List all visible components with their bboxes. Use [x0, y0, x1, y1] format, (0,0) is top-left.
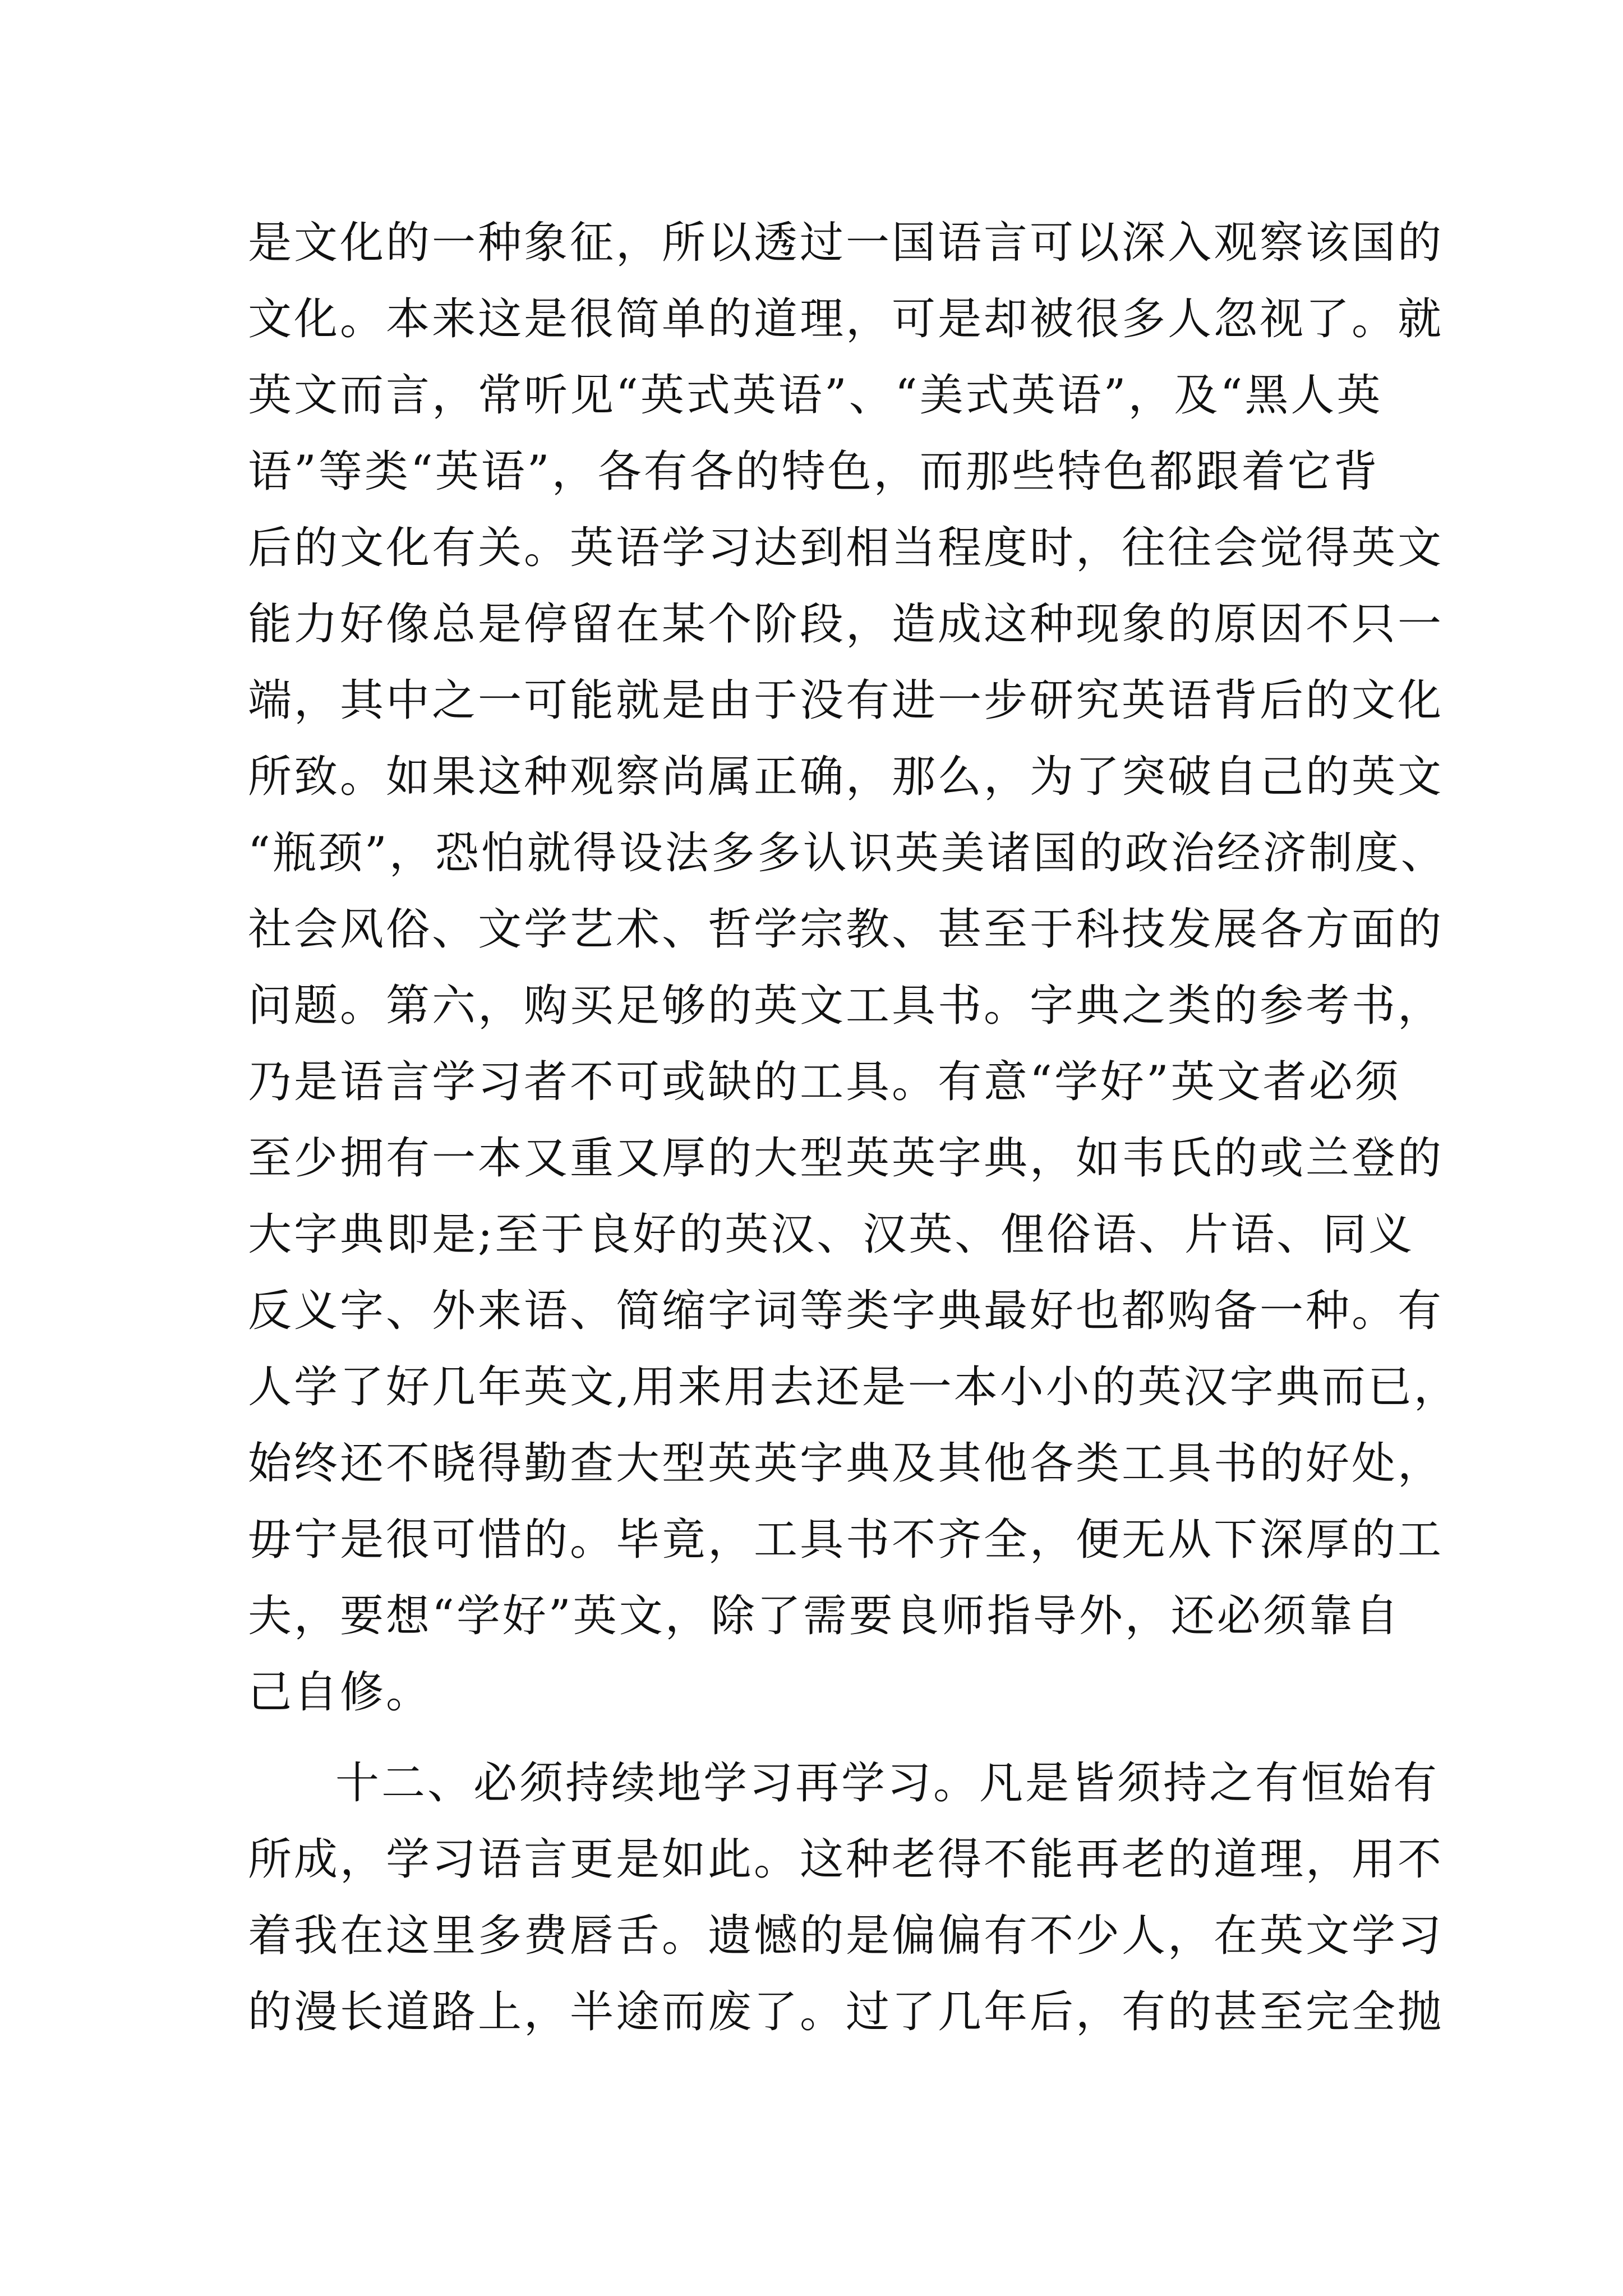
text-line: 端，其中之一可能就是由于没有进一步研究英语背后的文化 — [248, 675, 1444, 726]
text-line: 夫，要想“学好”英文，除了需要良师指导外，还必须靠自 — [248, 1591, 1401, 1641]
text-line: 是文化的一种象征，所以透过一国语言可以深入观察该国的 — [248, 218, 1444, 268]
text-line: 所成，学习语言更是如此。这种老得不能再老的道理，用不 — [248, 1834, 1444, 1885]
text-line: 人学了好几年英文,用来用去还是一本小小的英汉字典而已， — [248, 1362, 1460, 1412]
text-line: 问题。第六，购买足够的英文工具书。字典之类的参考书， — [248, 981, 1444, 1031]
text-line: 大字典即是;至于良好的英汉、汉英、俚俗语、片语、同义 — [248, 1209, 1415, 1260]
text-line: 能力好像总是停留在某个阶段，造成这种现象的原因不只一 — [248, 599, 1444, 650]
paragraph-gap — [248, 1731, 1398, 1745]
text-line: 乃是语言学习者不可或缺的工具。有意“学好”英文者必须 — [248, 1057, 1401, 1107]
text-line: 文化。本来这是很简单的道理，可是却被很多人忽视了。就 — [248, 294, 1444, 344]
text-line: 社会风俗、文学艺术、哲学宗教、甚至于科技发展各方面的 — [248, 904, 1444, 955]
text-line: 英文而言，常听见“英式英语”、“美式英语”，及“黑人英 — [248, 370, 1383, 421]
text-line: 后的文化有关。英语学习达到相当程度时，往往会觉得英文 — [248, 523, 1444, 573]
text-line: 语”等类“英语”，各有各的特色，而那些特色都跟着它背 — [248, 447, 1380, 497]
paragraph-first-line: 十二、必须持续地学习再学习。凡是皆须持之有恒始有 — [335, 1758, 1440, 1809]
body-text — [248, 205, 1460, 2050]
text-line: 的漫长道路上，半途而废了。过了几年后，有的甚至完全抛 — [248, 1987, 1444, 2037]
text-line: 始终还不晓得勤查大型英英字典及其他各类工具书的好处， — [248, 1438, 1444, 1489]
text-line: 毋宁是很可惜的。毕竟，工具书不齐全，便无从下深厚的工 — [248, 1515, 1444, 1565]
text-line: 反义字、外来语、简缩字词等类字典最好也都购备一种。有 — [248, 1286, 1444, 1336]
text-line: 己自修。 — [248, 1667, 432, 1718]
text-line: 所致。如果这种观察尚属正确，那么，为了突破自己的英文 — [248, 752, 1444, 802]
text-line: 着我在这里多费唇舌。遗憾的是偏偏有不少人，在英文学习 — [248, 1911, 1444, 1961]
text-line: “瓶颈”，恐怕就得设法多多认识英美诸国的政治经济制度、 — [248, 828, 1447, 878]
text-line: 至少拥有一本又重又厚的大型英英字典，如韦氏的或兰登的 — [248, 1133, 1444, 1184]
